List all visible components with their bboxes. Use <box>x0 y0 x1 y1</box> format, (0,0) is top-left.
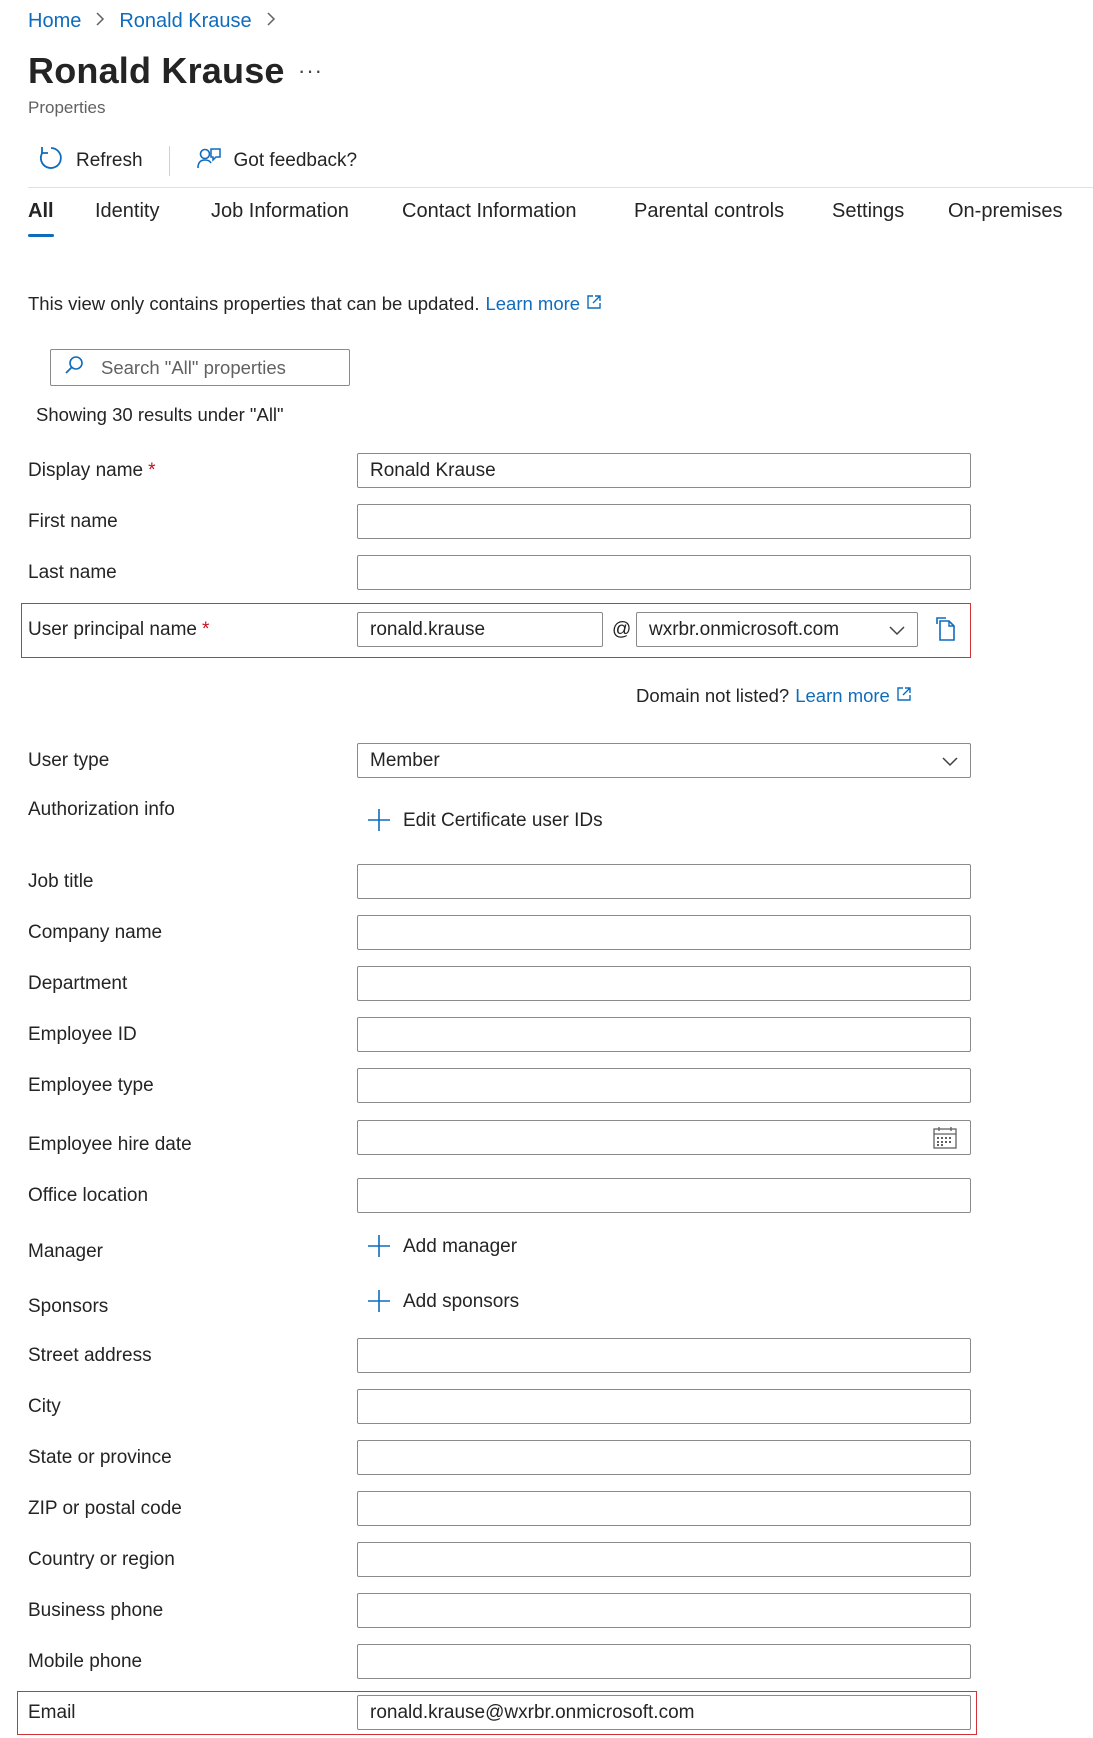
upn-at-symbol: @ <box>612 619 632 640</box>
city-label: City <box>28 1396 61 1417</box>
mobile-phone-label: Mobile phone <box>28 1651 143 1672</box>
user-type-label: User type <box>28 750 110 771</box>
domain-hint <box>636 685 912 707</box>
external-link-icon <box>896 685 912 707</box>
office-location-label: Office location <box>28 1185 149 1206</box>
department-label: Department <box>28 973 128 994</box>
page-subtitle: Properties <box>28 98 106 117</box>
street-address-label: Street address <box>28 1345 152 1366</box>
zip-input[interactable] <box>370 1498 970 1520</box>
edit-certificate-ids-label: Edit Certificate user IDs <box>403 810 603 831</box>
street-address-input[interactable] <box>370 1345 970 1367</box>
employee-type-label: Employee type <box>28 1075 154 1096</box>
company-name-field[interactable] <box>357 915 971 950</box>
page-title: Ronald Krause <box>28 50 285 91</box>
upn-label: User principal name * <box>28 619 210 640</box>
job-title-field[interactable] <box>357 864 971 899</box>
city-input[interactable] <box>370 1396 970 1418</box>
business-phone-label: Business phone <box>28 1600 164 1621</box>
chevron-down-icon <box>940 751 960 777</box>
manager-label: Manager <box>28 1241 103 1262</box>
first-name-label: First name <box>28 511 118 532</box>
domain-learn-more-link[interactable]: Learn more <box>795 685 890 706</box>
employee-hire-date-label: Employee hire date <box>28 1134 192 1155</box>
feedback-label: Got feedback? <box>233 150 358 171</box>
zip-field[interactable] <box>357 1491 971 1526</box>
display-name-input[interactable] <box>370 460 970 482</box>
job-title-label: Job title <box>28 871 94 892</box>
user-type-value: Member <box>370 749 440 771</box>
toolbar-divider <box>169 146 170 176</box>
feedback-button[interactable] <box>196 145 358 177</box>
upn-username-input[interactable] <box>370 619 602 641</box>
info-message: This view only contains properties that can be updated. <box>28 293 480 314</box>
plus-icon <box>367 1286 391 1318</box>
auth-info-label: Authorization info <box>28 799 175 820</box>
toolbar <box>38 145 357 177</box>
state-label: State or province <box>28 1447 172 1468</box>
copy-icon[interactable] <box>934 616 958 649</box>
tab-parental-controls[interactable]: Parental controls <box>634 200 785 222</box>
email-input[interactable] <box>370 1702 970 1724</box>
state-field[interactable] <box>357 1440 971 1475</box>
company-name-input[interactable] <box>370 922 970 944</box>
add-sponsors-button[interactable] <box>367 1286 519 1318</box>
add-manager-label: Add manager <box>403 1236 518 1257</box>
tab-identity[interactable]: Identity <box>95 200 160 222</box>
upn-username-field[interactable] <box>357 612 603 647</box>
chevron-right-icon <box>266 11 276 32</box>
sponsors-label: Sponsors <box>28 1296 109 1317</box>
display-name-field[interactable] <box>357 453 971 488</box>
country-input[interactable] <box>370 1549 970 1571</box>
street-address-field[interactable] <box>357 1338 971 1373</box>
employee-id-label: Employee ID <box>28 1024 137 1045</box>
employee-hire-date-input[interactable] <box>370 1127 970 1149</box>
external-link-icon <box>586 293 602 315</box>
city-field[interactable] <box>357 1389 971 1424</box>
mobile-phone-input[interactable] <box>370 1651 970 1673</box>
tab-contact-information[interactable]: Contact Information <box>402 200 577 222</box>
employee-type-field[interactable] <box>357 1068 971 1103</box>
tab-job-information[interactable]: Job Information <box>211 200 349 222</box>
employee-type-input[interactable] <box>370 1075 970 1097</box>
state-input[interactable] <box>370 1447 970 1469</box>
learn-more-link[interactable]: Learn more <box>485 293 581 314</box>
chevron-right-icon <box>95 11 105 32</box>
breadcrumb-user[interactable]: Ronald Krause <box>119 10 252 32</box>
active-tab-indicator <box>28 234 54 237</box>
tab-all[interactable]: All <box>28 200 54 222</box>
department-field[interactable] <box>357 966 971 1001</box>
last-name-label: Last name <box>28 562 117 583</box>
add-manager-button[interactable] <box>367 1231 517 1263</box>
employee-hire-date-field[interactable] <box>357 1120 971 1155</box>
display-name-label: Display name * <box>28 460 156 481</box>
plus-icon <box>367 1231 391 1263</box>
search-input[interactable] <box>101 357 321 379</box>
edit-certificate-ids-button[interactable] <box>367 805 603 837</box>
first-name-input[interactable] <box>370 511 970 533</box>
tab-on-premises[interactable]: On-premises <box>948 200 1063 222</box>
more-options-button[interactable]: ··· <box>298 58 323 83</box>
upn-domain-dropdown[interactable] <box>636 612 918 647</box>
refresh-label: Refresh <box>76 150 143 171</box>
last-name-input[interactable] <box>370 562 970 584</box>
company-name-label: Company name <box>28 922 163 943</box>
plus-icon <box>367 805 391 837</box>
info-text <box>28 293 602 315</box>
refresh-icon <box>38 145 64 177</box>
refresh-button[interactable] <box>38 145 143 177</box>
search-icon <box>63 354 85 381</box>
add-sponsors-label: Add sponsors <box>403 1291 520 1312</box>
country-field[interactable] <box>357 1542 971 1577</box>
department-input[interactable] <box>370 973 970 995</box>
office-location-input[interactable] <box>370 1185 970 1207</box>
business-phone-field[interactable] <box>357 1593 971 1628</box>
feedback-icon <box>196 145 222 177</box>
employee-id-input[interactable] <box>370 1024 970 1046</box>
user-type-dropdown[interactable] <box>357 743 971 778</box>
results-count: Showing 30 results under "All" <box>36 404 284 425</box>
first-name-field[interactable] <box>357 504 971 539</box>
office-location-field[interactable] <box>357 1178 971 1213</box>
zip-label: ZIP or postal code <box>28 1498 182 1519</box>
job-title-input[interactable] <box>370 871 970 893</box>
search-box[interactable] <box>50 349 350 386</box>
breadcrumb <box>28 10 276 33</box>
toolbar-divider-line <box>28 187 1093 188</box>
employee-id-field[interactable] <box>357 1017 971 1052</box>
mobile-phone-field[interactable] <box>357 1644 971 1679</box>
last-name-field[interactable] <box>357 555 971 590</box>
tab-settings[interactable]: Settings <box>832 200 905 222</box>
breadcrumb-home[interactable]: Home <box>28 10 82 32</box>
country-label: Country or region <box>28 1549 175 1570</box>
calendar-icon[interactable] <box>932 1126 958 1156</box>
domain-hint-text: Domain not listed? <box>636 685 790 706</box>
email-field[interactable] <box>357 1695 971 1730</box>
email-label: Email <box>28 1702 76 1723</box>
upn-domain-value: wxrbr.onmicrosoft.com <box>649 618 840 640</box>
business-phone-input[interactable] <box>370 1600 970 1622</box>
chevron-down-icon <box>887 620 907 646</box>
